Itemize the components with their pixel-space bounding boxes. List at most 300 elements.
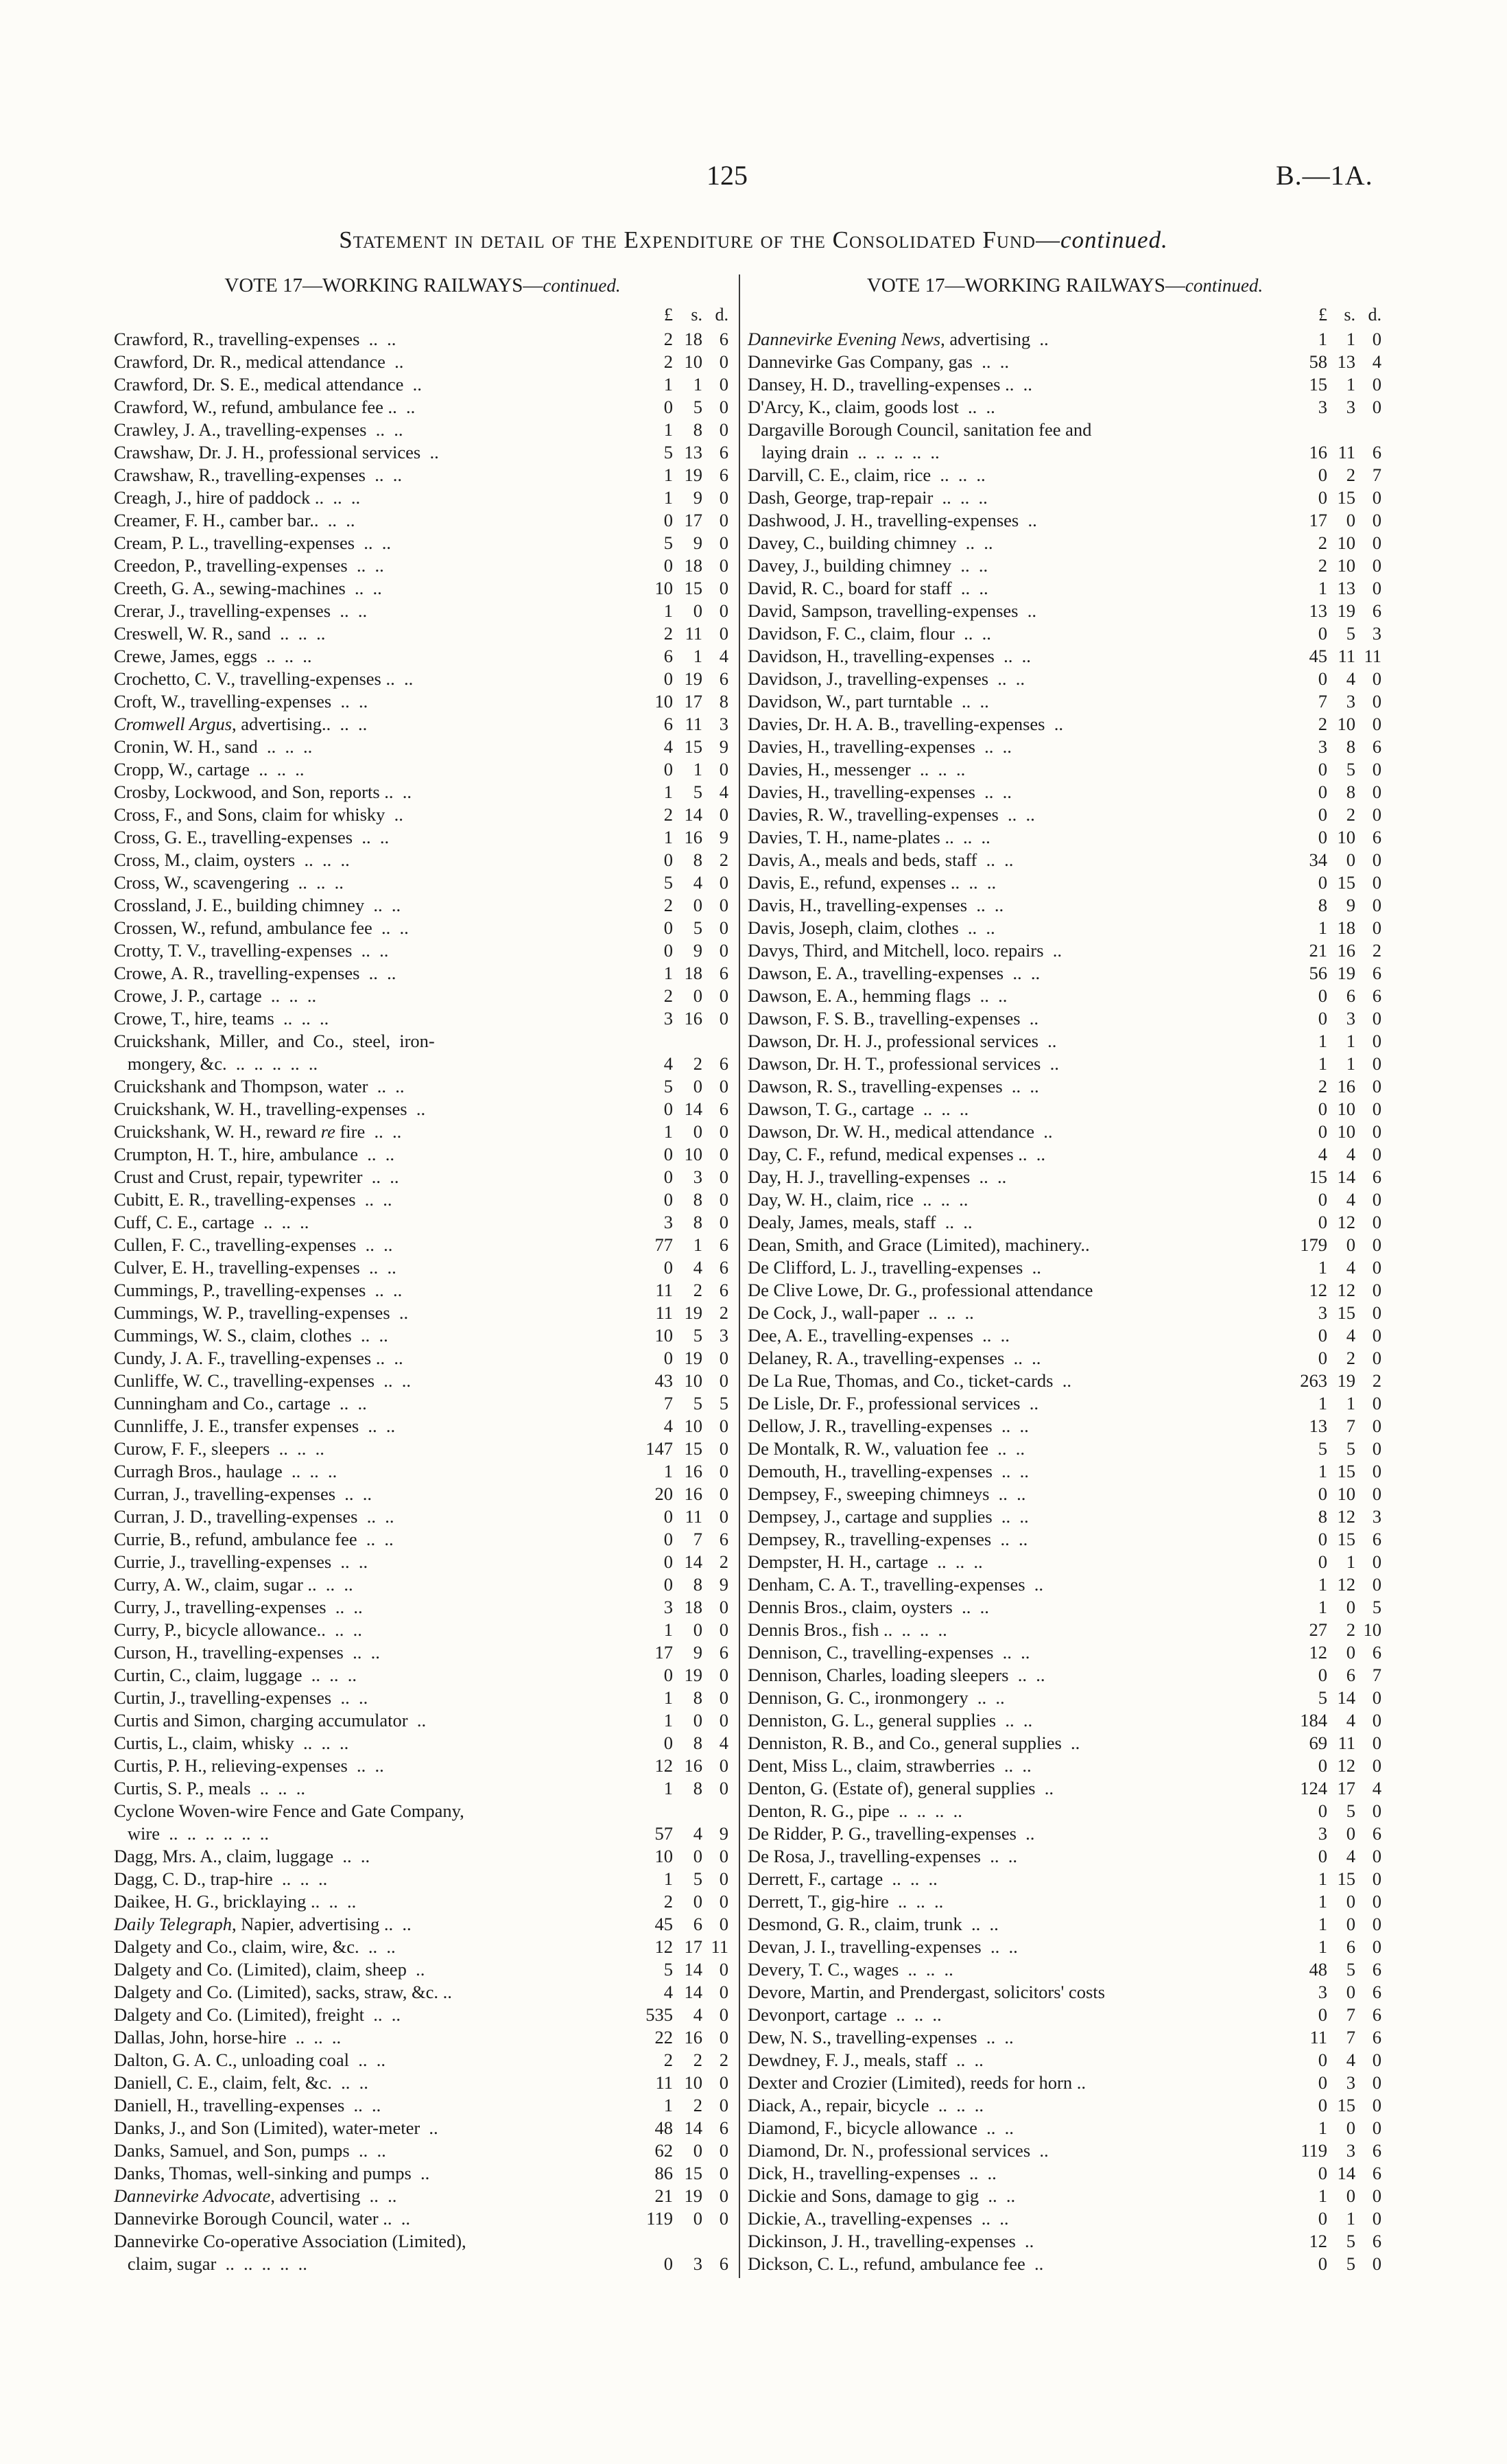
pence-amount: 6 xyxy=(719,2117,728,2138)
pence-amount: 0 xyxy=(719,487,728,508)
pounds-amount: 0 xyxy=(1318,1348,1327,1368)
payee-description: Cullen, F. C., travelling-expenses .. .. xyxy=(114,1234,393,1255)
shillings-amount: 15 xyxy=(1337,2095,1355,2115)
pounds-amount: 3 xyxy=(1318,397,1327,417)
pence-amount: 0 xyxy=(719,2208,728,2229)
pence-amount: 0 xyxy=(1372,1325,1381,1346)
payee-description: Curtin, J., travelling-expenses .. .. xyxy=(114,1687,368,1708)
pounds-amount: 1 xyxy=(1318,1257,1327,1278)
pounds-amount: 4 xyxy=(1318,1144,1327,1164)
ledger-row xyxy=(114,1098,731,1120)
pence-amount: 0 xyxy=(719,374,728,395)
pounds-amount: 2 xyxy=(1318,1076,1327,1096)
shillings-amount: 2 xyxy=(1346,465,1355,485)
ledger-row xyxy=(748,464,1382,486)
shillings-amount: 4 xyxy=(1346,1144,1355,1164)
shillings-amount: 4 xyxy=(1346,2050,1355,2070)
ledger-row xyxy=(748,554,1382,577)
payee-description: Davidson, F. C., claim, flour .. .. xyxy=(748,623,991,644)
pounds-amount: 58 xyxy=(1309,351,1327,372)
shillings-amount: 16 xyxy=(684,1755,702,1776)
ledger-row xyxy=(748,2094,1382,2117)
pence-amount: 0 xyxy=(719,1008,728,1029)
shillings-amount: 0 xyxy=(693,600,702,621)
payee-description: Culver, E. H., travelling-expenses .. .. xyxy=(114,1257,396,1278)
pounds-amount: 1 xyxy=(663,1710,673,1730)
pence-amount: 6 xyxy=(1372,1642,1381,1663)
shillings-amount: 5 xyxy=(1346,2231,1355,2251)
pounds-amount: 4 xyxy=(663,1982,673,2002)
ledger-row xyxy=(114,1234,731,1256)
shillings-amount: 6 xyxy=(1346,1936,1355,1957)
shillings-amount: 10 xyxy=(1337,714,1355,734)
pence-amount: 0 xyxy=(719,1959,728,1980)
payee-description: Dawson, F. S. B., travelling-expenses .. xyxy=(748,1008,1039,1029)
pence-amount: 0 xyxy=(1372,1076,1381,1096)
ledger-row xyxy=(114,917,731,939)
shillings-amount: 4 xyxy=(1346,1189,1355,1210)
payee-description: Dennis Bros., claim, oysters .. .. xyxy=(748,1597,989,1617)
ledger-row xyxy=(114,1641,731,1664)
ledger-row xyxy=(114,758,731,781)
payee-description: Dawson, E. A., travelling-expenses .. .. xyxy=(748,963,1041,983)
payee-description: Dexter and Crozier (Limited), reeds for horn .. xyxy=(748,2072,1087,2093)
ledger-row xyxy=(748,1302,1382,1324)
ledger-row xyxy=(748,939,1382,962)
right-pence-head: d. xyxy=(1368,305,1381,325)
ledger-row xyxy=(748,1324,1382,1347)
payee-description: Dempsey, R., travelling-expenses .. .. xyxy=(748,1529,1028,1549)
pounds-amount: 1 xyxy=(1318,1891,1327,1912)
payee-description: Dansey, H. D., travelling-expenses .. .. xyxy=(748,374,1032,395)
shillings-amount: 9 xyxy=(693,1642,702,1663)
pounds-amount: 15 xyxy=(1309,374,1327,395)
ledger-row xyxy=(748,985,1382,1007)
payee-description: De Montalk, R. W., valuation fee .. .. xyxy=(748,1438,1025,1459)
ledger-row xyxy=(748,668,1382,690)
ledger-row xyxy=(114,962,731,985)
pence-amount: 0 xyxy=(1372,668,1381,689)
right-shillings-head: s. xyxy=(1344,305,1355,325)
section-id: B.—1A. xyxy=(1276,160,1373,191)
right-pounds-head: £ xyxy=(1318,305,1327,325)
ledger-row xyxy=(114,894,731,917)
pounds-amount: 0 xyxy=(1318,2208,1327,2229)
payee-description: Cunliffe, W. C., travelling-expenses .. .. xyxy=(114,1370,412,1391)
shillings-amount: 5 xyxy=(1346,2253,1355,2274)
ledger-row xyxy=(114,1505,731,1528)
shillings-amount: 3 xyxy=(1346,2072,1355,2093)
shillings-amount: 2 xyxy=(1346,804,1355,825)
shillings-amount: 0 xyxy=(693,1891,702,1912)
pounds-amount: 48 xyxy=(1309,1959,1327,1980)
ledger-row xyxy=(114,554,731,577)
ledger-row xyxy=(114,2230,731,2253)
payee-description: Day, H. J., travelling-expenses .. .. xyxy=(748,1166,1007,1187)
pounds-amount: 0 xyxy=(663,510,673,530)
ledger-row xyxy=(748,1370,1382,1392)
payee-description: Creamer, F. H., camber bar.. .. .. xyxy=(114,510,355,530)
ledger-row xyxy=(748,2139,1382,2162)
pence-amount: 0 xyxy=(719,600,728,621)
ledger-row xyxy=(114,1890,731,1913)
shillings-amount: 5 xyxy=(693,1868,702,1889)
ledger-row xyxy=(114,1392,731,1415)
ledger-row xyxy=(114,1777,731,1800)
shillings-amount: 16 xyxy=(684,2027,702,2048)
ledger-row xyxy=(114,441,731,464)
shillings-amount: 14 xyxy=(684,1982,702,2002)
pence-amount: 0 xyxy=(719,1914,728,1934)
ledger-row xyxy=(748,2004,1382,2026)
pence-amount: 0 xyxy=(1372,1212,1381,1232)
pounds-amount: 0 xyxy=(1318,1325,1327,1346)
pounds-amount: 69 xyxy=(1309,1733,1327,1753)
payee-description: Croft, W., travelling-expenses .. .. xyxy=(114,691,368,712)
shillings-amount: 2 xyxy=(1346,1348,1355,1368)
statement-title xyxy=(0,226,1507,254)
payee-description: Devonport, cartage .. .. .. xyxy=(748,2004,942,2025)
ledger-row xyxy=(748,328,1382,351)
statement-title-text: Statement in detail of the Expenditure of the Consolidated Fund— xyxy=(339,226,1060,253)
ledger-row xyxy=(114,1120,731,1143)
pounds-amount: 34 xyxy=(1309,849,1327,870)
pence-amount: 0 xyxy=(719,510,728,530)
shillings-amount: 13 xyxy=(684,442,702,462)
pounds-amount: 5 xyxy=(663,872,673,893)
shillings-amount: 14 xyxy=(1337,1687,1355,1708)
payee-description: Daily Telegraph, Napier, advertising .. .. xyxy=(114,1914,412,1934)
payee-description: Cross, M., claim, oysters .. .. .. xyxy=(114,849,350,870)
ledger-row xyxy=(748,577,1382,600)
shillings-amount: 0 xyxy=(693,2140,702,2161)
shillings-amount: 19 xyxy=(1337,600,1355,621)
ledger-row xyxy=(748,1687,1382,1709)
shillings-amount: 5 xyxy=(1346,1438,1355,1459)
shillings-amount: 4 xyxy=(1346,1846,1355,1866)
pounds-amount: 0 xyxy=(1318,1121,1327,1142)
pence-amount: 6 xyxy=(719,668,728,689)
shillings-amount: 4 xyxy=(1346,1257,1355,1278)
ledger-row xyxy=(114,464,731,486)
pence-amount: 6 xyxy=(719,1642,728,1663)
ledger-row xyxy=(114,1596,731,1619)
payee-description: Dalton, G. A. C., unloading coal .. .. xyxy=(114,2050,385,2070)
shillings-amount: 0 xyxy=(693,1710,702,1730)
shillings-amount: 8 xyxy=(693,419,702,440)
pounds-amount: 0 xyxy=(1318,782,1327,802)
ledger-row xyxy=(114,1551,731,1573)
pence-amount: 0 xyxy=(719,872,728,893)
shillings-amount: 10 xyxy=(1337,1121,1355,1142)
pounds-amount: 3 xyxy=(663,1212,673,1232)
pounds-amount: 0 xyxy=(1318,1483,1327,1504)
ledger-row xyxy=(748,600,1382,622)
shillings-amount: 0 xyxy=(1346,2185,1355,2206)
shillings-amount: 5 xyxy=(1346,1959,1355,1980)
pounds-amount: 0 xyxy=(1318,668,1327,689)
ledger-row xyxy=(114,1573,731,1596)
ledger-row xyxy=(114,1211,731,1234)
pounds-amount: 0 xyxy=(663,917,673,938)
pence-amount: 0 xyxy=(719,532,728,553)
shillings-amount: 19 xyxy=(684,1665,702,1685)
pence-amount: 0 xyxy=(719,1212,728,1232)
shillings-amount: 12 xyxy=(1337,1755,1355,1776)
pence-amount: 0 xyxy=(719,1144,728,1164)
pence-amount: 6 xyxy=(1372,2140,1381,2161)
payee-description: Crowe, T., hire, teams .. .. .. xyxy=(114,1008,329,1029)
pence-amount: 0 xyxy=(1372,1280,1381,1300)
pounds-amount: 0 xyxy=(1318,2004,1327,2025)
shillings-amount: 10 xyxy=(684,351,702,372)
shillings-amount: 18 xyxy=(684,555,702,576)
payee-description: Crawford, Dr. R., medical attendance .. xyxy=(114,351,404,372)
pence-amount: 0 xyxy=(1372,2072,1381,2093)
shillings-amount: 14 xyxy=(684,2117,702,2138)
pence-amount: 0 xyxy=(1372,1914,1381,1934)
payee-description: Cummings, W. S., claim, clothes .. .. xyxy=(114,1325,388,1346)
payee-description: Dick, H., travelling-expenses .. .. xyxy=(748,2163,997,2183)
pounds-amount: 0 xyxy=(1318,804,1327,825)
pounds-amount: 10 xyxy=(654,1846,673,1866)
shillings-amount: 10 xyxy=(684,1416,702,1436)
payee-description: De Rosa, J., travelling-expenses .. .. xyxy=(748,1846,1017,1866)
ledger-row xyxy=(114,1166,731,1188)
ledger-row xyxy=(748,396,1382,419)
shillings-amount: 19 xyxy=(684,465,702,485)
pounds-amount: 0 xyxy=(1318,1551,1327,1572)
pounds-amount: 0 xyxy=(663,940,673,961)
pence-amount: 0 xyxy=(719,759,728,779)
payee-description: De Ridder, P. G., travelling-expenses .. xyxy=(748,1823,1035,1844)
ledger-row xyxy=(748,509,1382,532)
pounds-amount: 2 xyxy=(1318,714,1327,734)
pounds-amount: 0 xyxy=(1318,1665,1327,1685)
pence-amount: 0 xyxy=(1372,1846,1381,1866)
pence-amount: 10 xyxy=(1363,1619,1381,1640)
shillings-amount: 15 xyxy=(1337,487,1355,508)
pence-amount: 0 xyxy=(719,2163,728,2183)
payee-description: Curran, J., travelling-expenses .. .. xyxy=(114,1483,372,1504)
ledger-row xyxy=(748,1234,1382,1256)
pounds-amount: 0 xyxy=(663,1189,673,1210)
pounds-amount: 2 xyxy=(1318,555,1327,576)
pounds-amount: 1 xyxy=(663,1687,673,1708)
payee-description: Dennison, Charles, loading sleepers .. .. xyxy=(748,1665,1045,1685)
payee-description: Dagg, C. D., trap-hire .. .. .. xyxy=(114,1868,328,1889)
pence-amount: 0 xyxy=(719,1506,728,1527)
payee-description: Cunningham and Co., cartage .. .. xyxy=(114,1393,367,1413)
pence-amount: 0 xyxy=(1372,2185,1381,2206)
pounds-amount: 1 xyxy=(663,963,673,983)
pence-amount: 4 xyxy=(719,1733,728,1753)
payee-description: Cruickshank, W. H., travelling-expenses .. xyxy=(114,1099,426,1119)
payee-description: Davies, H., travelling-expenses .. .. xyxy=(748,736,1012,757)
ledger-row xyxy=(748,1777,1382,1800)
pence-amount: 0 xyxy=(1372,782,1381,802)
pounds-amount: 8 xyxy=(1318,895,1327,915)
payee-description: Denham, C. A. T., travelling-expenses .. xyxy=(748,1574,1044,1595)
ledger-row xyxy=(748,1279,1382,1302)
pence-amount: 0 xyxy=(719,2095,728,2115)
shillings-amount: 12 xyxy=(1337,1506,1355,1527)
shillings-amount: 2 xyxy=(693,1280,702,1300)
payee-description: wire .. .. .. .. .. .. xyxy=(114,1823,269,1844)
payee-description: Dallas, John, horse-hire .. .. .. xyxy=(114,2027,342,2048)
payee-description: Derrett, T., gig-hire .. .. .. xyxy=(748,1891,944,1912)
payee-description: Daniell, C. E., claim, felt, &c. .. .. xyxy=(114,2072,368,2093)
ledger-row xyxy=(748,532,1382,554)
pence-amount: 0 xyxy=(1372,555,1381,576)
shillings-amount: 4 xyxy=(693,2004,702,2025)
pence-amount: 0 xyxy=(1372,397,1381,417)
pounds-amount: 11 xyxy=(1309,2027,1327,2048)
shillings-amount: 14 xyxy=(684,1099,702,1119)
shillings-amount: 0 xyxy=(1346,1597,1355,1617)
pence-amount: 3 xyxy=(719,1325,728,1346)
ledger-row xyxy=(114,1845,731,1868)
pence-amount: 6 xyxy=(719,963,728,983)
payee-description: Dannevirke Co-operative Association (Limited), xyxy=(114,2231,466,2251)
pounds-amount: 2 xyxy=(663,985,673,1006)
payee-description: Danks, J., and Son (Limited), water-meter .. xyxy=(114,2117,438,2138)
payee-description: Currie, B., refund, ambulance fee .. .. xyxy=(114,1529,394,1549)
ledger-row xyxy=(748,373,1382,396)
pence-amount: 6 xyxy=(719,1280,728,1300)
ledger-row xyxy=(114,1347,731,1370)
ledger-row xyxy=(114,645,731,668)
payee-description: Davis, A., meals and beds, staff .. .. xyxy=(748,849,1014,870)
ledger-row xyxy=(114,1030,731,1053)
ledger-row xyxy=(748,781,1382,803)
pounds-amount: 12 xyxy=(654,1936,673,1957)
payee-description: Crowe, A. R., travelling-expenses .. .. xyxy=(114,963,396,983)
pounds-amount: 5 xyxy=(663,532,673,553)
ledger-row xyxy=(748,1438,1382,1460)
payee-description: Dash, George, trap-repair .. .. .. xyxy=(748,487,988,508)
ledger-row xyxy=(114,600,731,622)
ledger-row xyxy=(114,939,731,962)
pounds-amount: 0 xyxy=(663,1665,673,1685)
payee-description: Davey, J., building chimney .. .. xyxy=(748,555,988,576)
shillings-amount: 15 xyxy=(1337,1461,1355,1481)
ledger-row xyxy=(748,1460,1382,1483)
left-rows xyxy=(114,328,731,2275)
payee-description: Cross, G. E., travelling-expenses .. .. xyxy=(114,827,390,847)
shillings-amount: 7 xyxy=(1346,2027,1355,2048)
ledger-row xyxy=(748,1709,1382,1732)
shillings-amount: 11 xyxy=(685,714,702,734)
pence-amount: 0 xyxy=(1372,917,1381,938)
ledger-row xyxy=(114,1143,731,1166)
payee-description: Dee, A. E., travelling-expenses .. .. xyxy=(748,1325,1010,1346)
payee-description: Davies, T. H., name-plates .. .. .. xyxy=(748,827,990,847)
payee-description: Dean, Smith, and Grace (Limited), machinery.. xyxy=(748,1234,1090,1255)
pence-amount: 3 xyxy=(1372,1506,1381,1527)
page-number: 125 xyxy=(707,160,748,191)
pounds-amount: 2 xyxy=(663,804,673,825)
payee-description: Dargaville Borough Council, sanitation fee and xyxy=(748,419,1092,440)
shillings-amount: 1 xyxy=(693,374,702,395)
pence-amount: 6 xyxy=(719,329,728,349)
pounds-amount: 1 xyxy=(1318,1936,1327,1957)
shillings-amount: 1 xyxy=(1346,1031,1355,1051)
pence-amount: 0 xyxy=(1372,1234,1381,1255)
pence-amount: 2 xyxy=(1372,1370,1381,1391)
right-rows xyxy=(748,328,1382,2275)
pence-amount: 6 xyxy=(1372,1959,1381,1980)
pounds-amount: 0 xyxy=(663,1529,673,1549)
pence-amount: 0 xyxy=(719,1868,728,1889)
ledger-row xyxy=(114,1370,731,1392)
payee-description: Crosby, Lockwood, and Son, reports .. .. xyxy=(114,782,412,802)
pounds-amount: 2 xyxy=(663,623,673,644)
shillings-amount: 14 xyxy=(1337,1166,1355,1187)
left-currency-header xyxy=(114,305,731,325)
pence-amount: 6 xyxy=(719,1234,728,1255)
pence-amount: 0 xyxy=(719,1461,728,1481)
pounds-amount: 12 xyxy=(654,1755,673,1776)
payee-description: Dalgety and Co. (Limited), sacks, straw, &c. .. xyxy=(114,1982,452,2002)
pounds-amount: 3 xyxy=(663,1597,673,1617)
payee-description: Dawson, Dr. W. H., medical attendance .. xyxy=(748,1121,1053,1142)
pence-amount: 6 xyxy=(1372,1166,1381,1187)
pence-amount: 7 xyxy=(1372,1665,1381,1685)
payee-description: Dalgety and Co. (Limited), claim, sheep .. xyxy=(114,1959,425,1980)
pence-amount: 0 xyxy=(1372,1483,1381,1504)
ledger-row xyxy=(748,2230,1382,2253)
pence-amount: 0 xyxy=(1372,849,1381,870)
pence-amount: 0 xyxy=(1372,1733,1381,1753)
ledger-row xyxy=(748,871,1382,894)
pence-amount: 0 xyxy=(1372,1800,1381,1821)
pounds-amount: 1 xyxy=(1318,1868,1327,1889)
payee-description: laying drain .. .. .. .. .. xyxy=(748,442,940,462)
shillings-amount: 1 xyxy=(1346,1551,1355,1572)
shillings-amount: 13 xyxy=(1337,351,1355,372)
payee-description: Dawson, T. G., cartage .. .. .. xyxy=(748,1099,969,1119)
payee-description: De Clive Lowe, Dr. G., professional attendance xyxy=(748,1280,1093,1300)
payee-description: Curragh Bros., haulage .. .. .. xyxy=(114,1461,337,1481)
payee-description: Cruickshank, W. H., reward re fire .. .. xyxy=(114,1121,402,1142)
payee-description: mongery, &c. .. .. .. .. .. xyxy=(114,1053,318,1074)
payee-description: Cronin, W. H., sand .. .. .. xyxy=(114,736,313,757)
payee-description: Devan, J. I., travelling-expenses .. .. xyxy=(748,1936,1018,1957)
payee-description: Crawley, J. A., travelling-expenses .. .. xyxy=(114,419,403,440)
ledger-row xyxy=(748,849,1382,871)
payee-description: Denniston, R. B., and Co., general supplies .. xyxy=(748,1733,1080,1753)
pounds-amount: 0 xyxy=(663,1166,673,1187)
shillings-amount: 1 xyxy=(693,759,702,779)
ledger-row xyxy=(748,690,1382,713)
ledger-row xyxy=(114,849,731,871)
ledger-row xyxy=(748,894,1382,917)
payee-description: Cross, F., and Sons, claim for whisky .. xyxy=(114,804,403,825)
pounds-amount: 2 xyxy=(663,895,673,915)
shillings-amount: 10 xyxy=(1337,827,1355,847)
shillings-amount: 17 xyxy=(684,691,702,712)
ledger-row xyxy=(114,1868,731,1890)
pounds-amount: 1 xyxy=(663,1778,673,1798)
pence-amount: 0 xyxy=(1372,532,1381,553)
pence-amount: 0 xyxy=(1372,510,1381,530)
pounds-amount: 5 xyxy=(663,1076,673,1096)
pounds-amount: 0 xyxy=(1318,1846,1327,1866)
payee-description: Curry, J., travelling-expenses .. .. xyxy=(114,1597,363,1617)
pence-amount: 2 xyxy=(719,2050,728,2070)
payee-description: De Cock, J., wall-paper .. .. .. xyxy=(748,1302,974,1323)
